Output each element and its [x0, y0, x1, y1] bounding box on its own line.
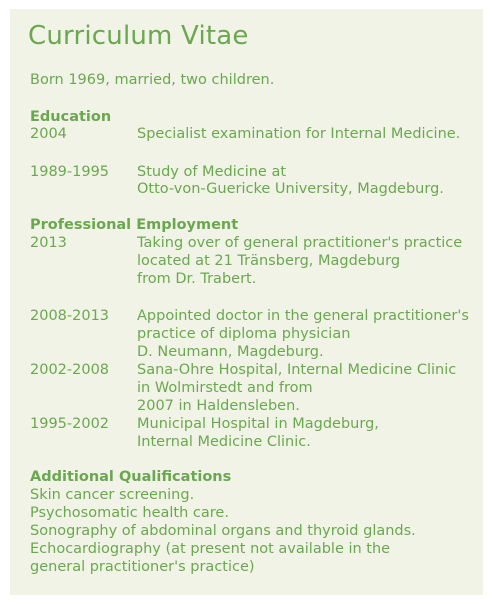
- education-desc: Study of Medicine at: [137, 164, 287, 180]
- qualification-item: Sonography of abdominal organs and thyroid glands.: [30, 523, 416, 539]
- employment-desc: practice of diploma physician: [137, 326, 351, 342]
- employment-desc: in Wolmirstedt and from: [137, 380, 313, 396]
- employment-desc: Appointed doctor in the general practitioner's: [137, 308, 469, 324]
- employment-desc: 2007 in Haldensleben.: [137, 398, 300, 414]
- qualification-item: Echocardiography (at present not available in the: [30, 541, 391, 557]
- employment-desc: Municipal Hospital in Magdeburg,: [137, 416, 379, 432]
- qualifications-heading: Additional Qualifications: [30, 469, 232, 485]
- employment-date: 1995-2002: [30, 416, 110, 432]
- employment-date: 2002-2008: [30, 362, 110, 378]
- employment-desc: located at 21 Tränsberg, Magdeburg: [137, 253, 401, 269]
- page-title: Curriculum Vitae: [28, 21, 249, 51]
- employment-desc: Sana-Ohre Hospital, Internal Medicine Clinic: [137, 362, 457, 378]
- education-desc: Otto-von-Guericke University, Magdeburg.: [137, 181, 444, 197]
- intro-text: Born 1969, married, two children.: [30, 72, 275, 88]
- employment-date: 2008-2013: [30, 308, 110, 324]
- qualification-item: Psychosomatic health care.: [30, 505, 229, 521]
- employment-desc: D. Neumann, Magdeburg.: [137, 344, 324, 360]
- employment-desc: Taking over of general practitioner's practice: [137, 235, 463, 251]
- qualification-item: general practitioner's practice): [30, 559, 255, 575]
- qualification-item: Skin cancer screening.: [30, 487, 195, 503]
- education-date: 2004: [30, 126, 67, 142]
- employment-date: 2013: [30, 235, 67, 251]
- cv-panel: [10, 9, 483, 595]
- employment-heading: Professional Employment: [30, 217, 239, 233]
- education-heading: Education: [30, 109, 112, 125]
- education-date: 1989-1995: [30, 164, 110, 180]
- education-desc: Specialist examination for Internal Medicine.: [137, 126, 461, 142]
- employment-desc: from Dr. Trabert.: [137, 271, 257, 287]
- employment-desc: Internal Medicine Clinic.: [137, 434, 311, 450]
